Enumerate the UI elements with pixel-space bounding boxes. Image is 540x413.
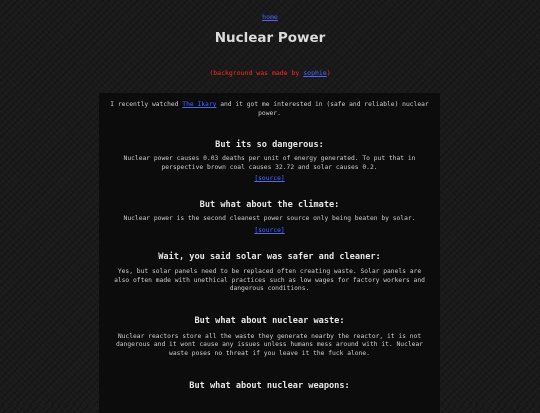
section-heading-waste: But what about nuclear waste: <box>194 315 345 326</box>
section-heading-danger: But its so dangerous: <box>215 140 324 151</box>
home-link[interactable]: home <box>262 13 278 21</box>
section-body-solar: Yes, but solar panels need to be replaced often creating waste. Solar panels are also often made with unethical practices such as low wages for factory workers and dangerous conditions. <box>114 267 425 293</box>
section-body-waste: Nuclear reactors store all the waste they generate nearby the reactor, it is not dangerous and it wont cause any issues unless humans mess around with it. Nuclear waste poses no threat if you leave it the fuck alone. <box>115 332 424 357</box>
background-credit <box>0 69 540 77</box>
section-heading-climate: But what about the climate: <box>199 200 340 211</box>
source-link-climate[interactable]: [source] <box>254 226 285 234</box>
page-title: Nuclear Power <box>214 30 326 46</box>
section-body-climate: Nuclear power is the second cleanest power source only being beaten by solar. <box>123 215 416 223</box>
intro-after: and it got me interested in (safe and reliable) nuclear power. <box>216 101 429 117</box>
intro-before: I recently watched <box>110 101 183 108</box>
section-heading-solar: Wait, you said solar was safer and cleaner: <box>158 251 381 262</box>
content-panel <box>99 93 440 413</box>
section-body-danger: Nuclear power causes 0.03 deaths per unit of energy generated. To put that in perspective brown coal causes 32.72 and solar causes 0.2. <box>123 155 416 171</box>
credit-suffix: ) <box>326 69 331 77</box>
intro-video-link[interactable]: The Ikary <box>182 101 217 108</box>
section-heading-weapons: But what about nuclear weapons: <box>189 380 350 391</box>
credit-prefix: (background was made by <box>209 69 304 77</box>
credit-author-link[interactable]: sophie <box>303 69 327 77</box>
intro-paragraph <box>109 101 430 118</box>
source-link-danger[interactable]: [source] <box>254 175 285 183</box>
